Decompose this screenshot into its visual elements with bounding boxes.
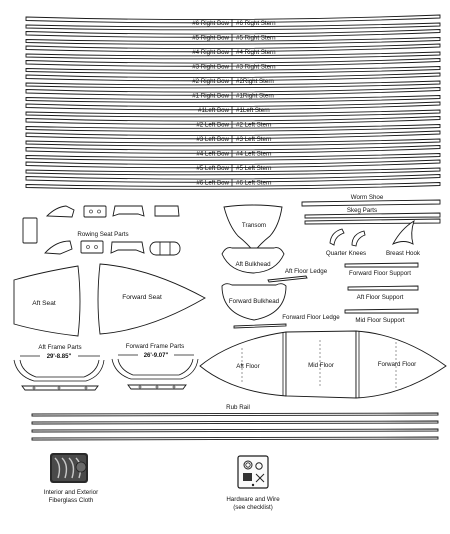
fiberglass-label-line1: Interior and Exterior xyxy=(43,489,99,496)
rowing-seat-parts-label: Rowing Seat Parts xyxy=(77,231,129,238)
plank-strip xyxy=(26,131,440,139)
quarter-knees xyxy=(326,229,366,257)
strip-stern-label: #2 Left Stern xyxy=(236,121,272,129)
rub-rail xyxy=(32,404,438,440)
planking-strips xyxy=(26,15,440,189)
forward-seat-label: Forward Seat xyxy=(122,294,162,301)
forward-floor-label: Forward Floor xyxy=(377,361,417,368)
mid-floor-support xyxy=(345,309,418,324)
aft-bulkhead xyxy=(222,248,284,273)
worm-shoe xyxy=(302,194,440,206)
plank-strip xyxy=(26,38,440,45)
plank-strip xyxy=(26,102,440,110)
rub-rail-label: Rub Rail xyxy=(226,404,250,411)
strip-stern-label: #3 Right Stern xyxy=(236,63,276,71)
strip-stern-label: #3 Left Stern xyxy=(236,136,272,143)
aft-frame-parts xyxy=(14,344,104,390)
plank-strip xyxy=(26,160,440,168)
transom xyxy=(224,205,282,252)
forward-seat xyxy=(98,264,205,334)
strip-stern-label: #4 Left Stern xyxy=(236,150,272,158)
strip-stern-label: #6 Right Stern xyxy=(236,20,276,27)
strip-bow-label: #4 Left Bow xyxy=(196,150,229,158)
rowing-seat-parts xyxy=(23,206,180,255)
fiberglass-cloth-icon xyxy=(50,453,88,483)
skeg-parts-label: Skeg Parts xyxy=(346,207,378,214)
plank-strip xyxy=(26,52,440,59)
plank-strip xyxy=(26,175,440,183)
strip-bow-label: #5 Right Bow xyxy=(192,34,229,42)
aft-floor-label: Aft Floor xyxy=(236,363,260,370)
plank-strip xyxy=(26,154,440,161)
worm-shoe-label: Worm Shoe xyxy=(350,194,384,201)
skeg-parts xyxy=(305,207,440,224)
forward-floor-ledge-label: Forward Floor Ledge xyxy=(282,314,340,321)
plank-strip xyxy=(26,183,440,190)
aft-floor-support-label: Aft Floor Support xyxy=(356,294,404,301)
aft-floor-support xyxy=(348,286,418,301)
strip-row xyxy=(26,44,440,59)
strip-row xyxy=(26,102,440,117)
fiberglass-label-line2: Fiberglass Cloth xyxy=(48,497,94,504)
forward-floor-support xyxy=(345,263,418,277)
forward-frame-parts-label: Forward Frame Parts xyxy=(125,343,185,350)
plank-strip xyxy=(26,59,440,67)
breast-hook-label: Breast Hook xyxy=(385,250,421,257)
strip-row xyxy=(26,88,440,103)
strip-stern-label: #1Right Stern xyxy=(236,92,274,100)
strip-bow-label: #2 Left Bow xyxy=(196,121,229,129)
strip-row xyxy=(26,160,440,175)
forward-frame-dimension: 26'-9.07" xyxy=(143,353,169,359)
aft-floor-ledge-label: Aft Floor Ledge xyxy=(284,268,328,275)
strip-stern-label: #2Right Stern xyxy=(236,78,274,85)
strip-row xyxy=(26,131,440,146)
plank-strip xyxy=(26,81,440,88)
aft-bulkhead-label: Aft Bulkhead xyxy=(235,261,271,268)
forward-frame-parts xyxy=(112,343,198,389)
quarter-knees-label: Quarter Knees xyxy=(325,250,367,257)
strip-bow-label: #1 Right Bow xyxy=(192,92,229,100)
strip-stern-label: #5 Right Stern xyxy=(236,34,276,42)
aft-frame-parts-label: Aft Frame Parts xyxy=(38,344,82,351)
strip-row xyxy=(26,30,440,45)
plank-strip xyxy=(26,96,440,103)
forward-bulkhead xyxy=(222,284,286,320)
plank-strip xyxy=(26,146,440,154)
strip-stern-label: #4 Right Stern xyxy=(236,49,276,56)
hardware-label-line2: (see checklist) xyxy=(233,504,273,511)
plank-strip xyxy=(26,30,440,38)
plank-strip xyxy=(26,110,440,117)
mid-floor-label: Mid Floor xyxy=(308,362,334,369)
hardware-label-line1: Hardware and Wire xyxy=(226,496,280,503)
strip-bow-label: #4 Right Bow xyxy=(192,49,229,56)
forward-bulkhead-label: Forward Bulkhead xyxy=(228,298,280,305)
strip-stern-label: #1Left Stern xyxy=(236,107,270,114)
strip-row xyxy=(26,175,440,190)
plank-strip xyxy=(26,15,440,23)
strip-bow-label: #3 Right Bow xyxy=(192,63,229,71)
aft-floor-ledge xyxy=(268,268,328,282)
strip-bow-label: #6 Right Bow xyxy=(192,20,229,27)
strip-stern-label: #5 Left Stern xyxy=(236,165,272,172)
aft-seat-label: Aft Seat xyxy=(32,300,56,307)
aft-seat xyxy=(14,266,80,336)
plank-strip xyxy=(26,139,440,146)
strip-row xyxy=(26,15,440,30)
plank-strip xyxy=(26,44,440,52)
strip-bow-label: #2 Right Bow xyxy=(192,78,229,85)
forward-floor-support-label: Forward Floor Support xyxy=(349,270,411,277)
strip-row xyxy=(26,117,440,132)
strip-row xyxy=(26,59,440,74)
plank-strip xyxy=(26,88,440,96)
plank-strip xyxy=(26,125,440,132)
mid-floor-support-label: Mid Floor Support xyxy=(355,317,405,324)
floor-panels xyxy=(200,331,446,398)
plank-strip xyxy=(26,168,440,175)
plank-strip xyxy=(26,23,440,30)
strip-bow-label: #1Left Bow xyxy=(198,107,229,114)
strip-bow-label: #6 Left Bow xyxy=(196,179,229,187)
hardware-kit-icon xyxy=(238,456,268,488)
strip-row xyxy=(26,146,440,161)
strip-stern-label: #6 Left Stern xyxy=(236,179,272,187)
strip-row xyxy=(26,73,440,88)
plank-strip xyxy=(26,117,440,125)
transom-label: Transom xyxy=(241,222,267,229)
plank-strip xyxy=(26,73,440,81)
strip-bow-label: #3 Left Bow xyxy=(196,136,229,143)
plank-strip xyxy=(26,67,440,74)
strip-bow-label: #5 Left Bow xyxy=(196,165,229,172)
breast-hook xyxy=(386,221,421,257)
aft-frame-dimension: 29'-8.85" xyxy=(46,354,72,360)
